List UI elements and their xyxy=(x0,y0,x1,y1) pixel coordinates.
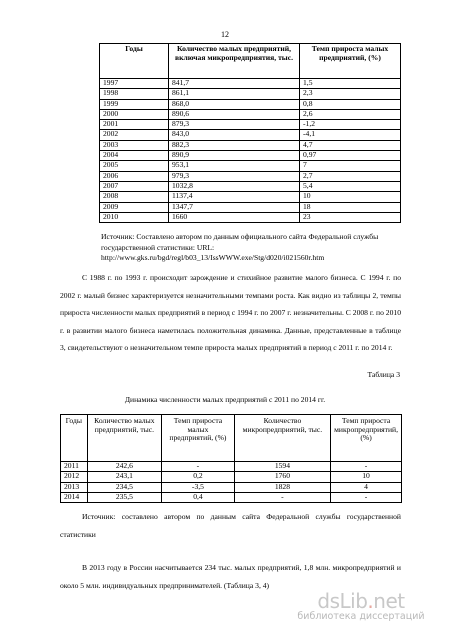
table-cell: 235,5 xyxy=(87,492,161,502)
table-cell: 2008 xyxy=(100,192,169,202)
table-cell: 953,1 xyxy=(169,161,300,171)
header-years: Годы xyxy=(100,44,169,79)
table-row xyxy=(100,161,401,171)
header-growth-rate: Темп прироста малых предприятий, (%) xyxy=(300,44,401,79)
table-cell: 1828 xyxy=(234,482,330,492)
table-cell: 23 xyxy=(300,212,401,222)
table-cell: 10 xyxy=(300,192,401,202)
table-cell: -1,2 xyxy=(300,120,401,130)
table-cell: 2005 xyxy=(100,161,169,171)
header-small-enterprises-count: Количество малых предприятий, тыс. xyxy=(87,415,161,462)
table-cell: -4,1 xyxy=(300,130,401,140)
table-cell: 2,3 xyxy=(300,89,401,99)
table-cell: 2012 xyxy=(61,472,88,482)
table-cell: 868,0 xyxy=(169,99,300,109)
table-cell: 890,6 xyxy=(169,109,300,119)
table-cell: 243,1 xyxy=(87,472,161,482)
watermark-logo-dot: . xyxy=(367,589,374,613)
table-cell: 242,6 xyxy=(87,462,161,472)
table-row xyxy=(100,120,401,130)
table-cell: 10 xyxy=(331,472,402,482)
table-cell: 2014 xyxy=(61,492,88,502)
table-body xyxy=(100,79,401,223)
table-cell: 0,8 xyxy=(300,99,401,109)
table-cell: 2000 xyxy=(100,109,169,119)
table-cell: 5,4 xyxy=(300,181,401,191)
table-cell: 234,5 xyxy=(87,482,161,492)
table-cell: 2,6 xyxy=(300,109,401,119)
table-cell: 2009 xyxy=(100,202,169,212)
table-cell: 1660 xyxy=(169,212,300,222)
table-cell: 979,3 xyxy=(169,171,300,181)
table-cell: 1347,7 xyxy=(169,202,300,212)
table-row xyxy=(100,212,401,222)
watermark-subtitle: библиотека диссертаций xyxy=(297,611,425,622)
table-cell: 2,7 xyxy=(300,171,401,181)
table-row xyxy=(100,79,401,89)
table-cell: 2003 xyxy=(100,140,169,150)
table-header-row xyxy=(100,44,401,79)
watermark-logo-main: dsLib xyxy=(317,589,368,613)
paragraph-1-text: С 1988 г. по 1993 г. происходит зарождение и стихийное развитие малого бизнеса. С 1994 г. по 2002 г. малый бизнес характеризуется незначительными темпами роста. Как видно из таблицы 2, темпы прироста численности малых предприятий в период с 1994 г. по 2007 г. незначительны. С 2008 г. по 2010 г. в развитии малого бизнеса наметилась положительная динамика. Данные, представленные в таблице 3, свидетельствуют о незначительном темпе прироста малых предприятий в период с 2011 г. по 2014 г. xyxy=(60,273,401,352)
table-cell: 882,3 xyxy=(169,140,300,150)
table-cell: 0,2 xyxy=(162,472,235,482)
table-cell: 890,9 xyxy=(169,151,300,161)
table-cell: 4,7 xyxy=(300,140,401,150)
table-cell: 4 xyxy=(331,482,402,492)
page-number: 12 xyxy=(221,30,229,39)
table-row xyxy=(100,192,401,202)
table-cell: 861,1 xyxy=(169,89,300,99)
table-cell: 1997 xyxy=(100,79,169,89)
header-small-growth-rate: Темп прироста малых предприятий, (%) xyxy=(162,415,235,462)
table-row xyxy=(61,492,402,502)
table-cell: 1998 xyxy=(100,89,169,99)
table-header-row xyxy=(61,415,402,462)
table-row xyxy=(100,89,401,99)
header-small-enterprises-count: Количество малых предприятий, включая микропредприятия, тыс. xyxy=(169,44,300,79)
table-row xyxy=(100,171,401,181)
source-note-2-text: Источник: составлено автором по данным сайта Федеральной службы государственной статистики xyxy=(60,512,401,539)
table-cell: 2001 xyxy=(100,120,169,130)
table-cell: 2011 xyxy=(61,462,88,472)
table-cell: - xyxy=(331,492,402,502)
table-3-title: Динамика численности малых предприятий с 2011 по 2014 гг. xyxy=(124,395,326,404)
header-micro-growth-rate: Темп прироста микропредприятий, (%) xyxy=(331,415,402,462)
table-cell: 841,7 xyxy=(169,79,300,89)
paragraph-2-text: В 2013 году в России насчитывается 234 тыс. малых предприятий, 1,8 млн. микропредприятий и около 5 млн. индивидуальных предпринимателей. (Таблица 3, 4) xyxy=(60,563,401,590)
source-note-2 xyxy=(60,508,401,543)
watermark-logo-tld: net xyxy=(373,589,405,613)
table-cell: 0,97 xyxy=(300,151,401,161)
table-cell: - xyxy=(234,492,330,502)
table-cell: - xyxy=(331,462,402,472)
table-cell: 1137,4 xyxy=(169,192,300,202)
table-cell: 1032,8 xyxy=(169,181,300,191)
table-cell: 1594 xyxy=(234,462,330,472)
table-cell: 7 xyxy=(300,161,401,171)
header-micro-enterprises-count: Количество микропредприятий, тыс. xyxy=(234,415,330,462)
header-years: Годы xyxy=(61,415,88,462)
table-cell: -3,5 xyxy=(162,482,235,492)
table-row xyxy=(61,472,402,482)
table-cell: - xyxy=(162,462,235,472)
table-row xyxy=(100,202,401,212)
table-row xyxy=(100,130,401,140)
table-row xyxy=(100,151,401,161)
table-cell: 2004 xyxy=(100,151,169,161)
table-cell: 2007 xyxy=(100,181,169,191)
growth-table-1997-2010 xyxy=(99,43,401,223)
dynamics-table-2011-2014 xyxy=(60,414,402,503)
table-3-label: Таблица 3 xyxy=(367,370,400,379)
table-cell: 1760 xyxy=(234,472,330,482)
watermark-logo xyxy=(286,589,436,613)
table-row xyxy=(100,140,401,150)
table-cell: 0,4 xyxy=(162,492,235,502)
table-body xyxy=(61,462,402,503)
table-row xyxy=(100,109,401,119)
table-cell: 1,5 xyxy=(300,79,401,89)
table-row xyxy=(100,181,401,191)
table-row xyxy=(61,482,402,492)
source-note-1: Источник: Составлено автором по данным официального сайта Федеральной службы государственной статистики: URL: http://www.gks.ru/bgd/regl/b03_13/IssWWW.exe/Stg/d020/i021560r.htm xyxy=(101,232,379,262)
table-cell: 2006 xyxy=(100,171,169,181)
table-row xyxy=(61,462,402,472)
table-row xyxy=(100,99,401,109)
table-cell: 18 xyxy=(300,202,401,212)
table-cell: 879,3 xyxy=(169,120,300,130)
dslib-watermark xyxy=(286,589,436,622)
table-cell: 2010 xyxy=(100,212,169,222)
paragraph-1 xyxy=(60,269,401,357)
table-cell: 843,0 xyxy=(169,130,300,140)
table-cell: 1999 xyxy=(100,99,169,109)
table-cell: 2002 xyxy=(100,130,169,140)
table-cell: 2013 xyxy=(61,482,88,492)
